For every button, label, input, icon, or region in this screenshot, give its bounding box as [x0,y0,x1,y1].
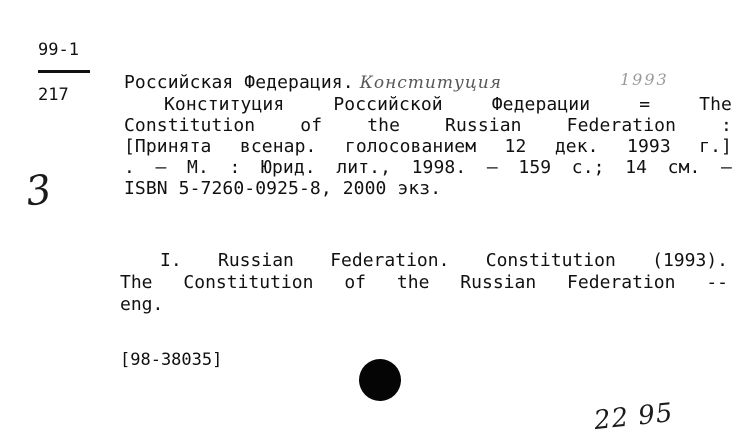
punch-hole [359,359,401,401]
tracings [120,250,728,316]
entry-line-2: Constitution of the Russian Federation : [124,115,732,136]
lccn-number: [98-38035] [120,350,223,370]
faint-scribble: 1993 [620,70,669,89]
entry-line-3: [Принята всенар. голосованием 12 дек. 1993 г.] [124,136,732,157]
entry-line-5: ISBN 5-7260-0925-8, 2000 экз. [124,178,442,199]
handwritten-mark: 3 [22,166,55,216]
tracing-line-2: The Constitution of the Russian Federation -- [120,272,728,293]
bibliographic-entry [124,72,732,199]
call-number-divider [38,70,90,73]
heading-scribble: Конституция [359,73,502,93]
entry-line-1: Конституция Российской Федерации = The [164,94,732,115]
call-number [38,40,94,105]
entry-heading: Российская Федерация. [124,72,354,93]
tracing-line-3: eng. [120,294,164,315]
entry-line-4: . – М. : Юрид. лит., 1998. – 159 с.; 14 см. – [124,157,732,178]
call-number-line-2: 217 [38,85,69,105]
tracing-line-1: I. Russian Federation. Constitution (1993). [160,250,728,271]
handwritten-note: 22 95 [592,397,675,437]
call-number-line-1: 99-1 [38,40,79,60]
